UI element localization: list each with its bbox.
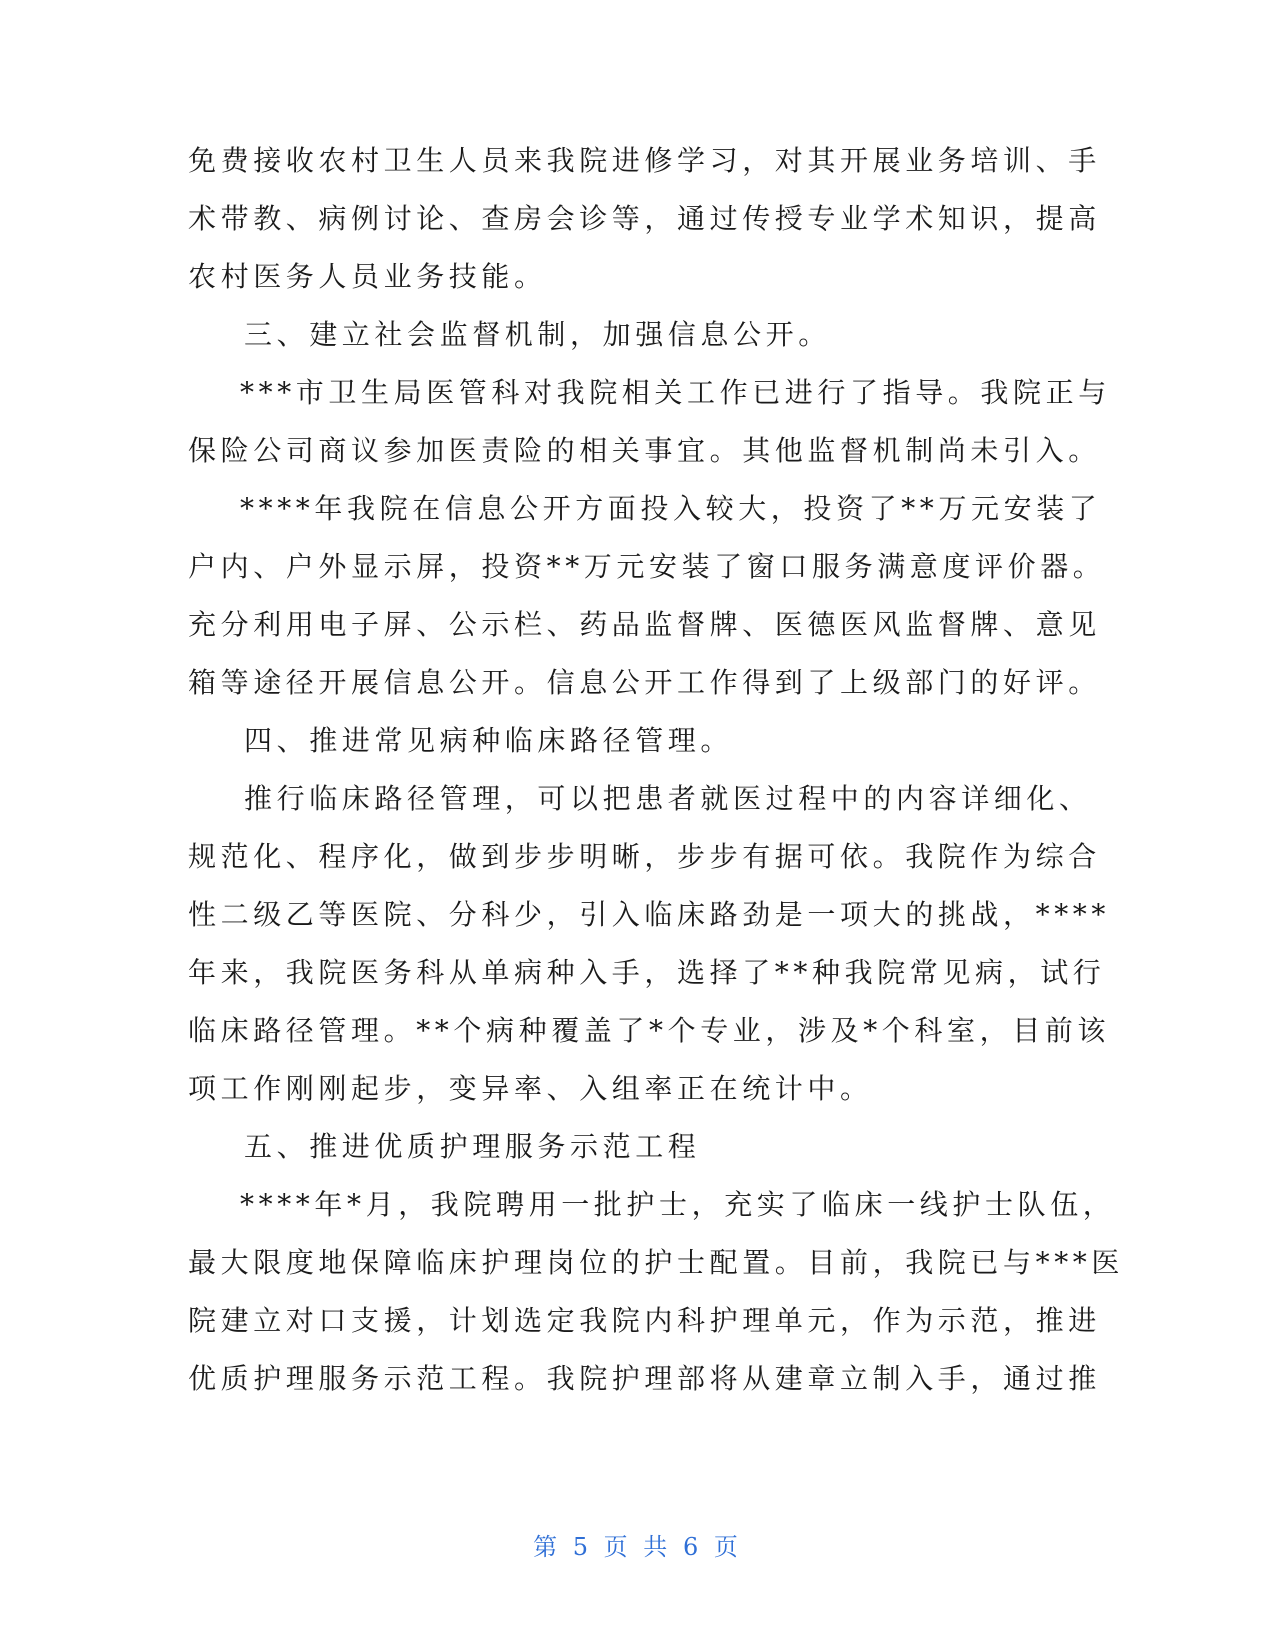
page-number-footer: 第 5 页 共 6 页: [533, 1533, 742, 1561]
section-heading-5: 五、推进优质护理服务示范工程: [244, 1130, 701, 1163]
body-line: 性二级乙等医院、分科少，引入临床路劲是一项大的挑战，****: [188, 898, 1111, 931]
body-line: 项工作刚刚起步，变异率、入组率正在统计中。: [188, 1072, 873, 1105]
body-line: 年来，我院医务科从单病种入手，选择了**种我院常见病，试行: [188, 956, 1106, 989]
body-line: 最大限度地保障临床护理岗位的护士配置。目前，我院已与***医: [188, 1246, 1125, 1279]
body-line: 院建立对口支援，计划选定我院内科护理单元，作为示范，推进: [188, 1304, 1101, 1337]
body-line: 充分利用电子屏、公示栏、药品监督牌、医德医风监督牌、意见: [188, 608, 1101, 641]
body-line: 箱等途径开展信息公开。信息公开工作得到了上级部门的好评。: [188, 666, 1101, 699]
body-line: 术带教、病例讨论、查房会诊等，通过传授专业学术知识，提高: [188, 202, 1101, 235]
body-line: 免费接收农村卫生人员来我院进修学习，对其开展业务培训、手: [188, 144, 1101, 177]
body-line: 临床路径管理。**个病种覆盖了*个专业，涉及*个科室，目前该: [188, 1014, 1111, 1047]
body-line: 规范化、程序化，做到步步明晰，步步有据可依。我院作为综合: [188, 840, 1101, 873]
body-line: ****年我院在信息公开方面投入较大，投资了**万元安装了: [240, 492, 1102, 525]
section-heading-3: 三、建立社会监督机制，加强信息公开。: [244, 318, 831, 351]
body-line: ***市卫生局医管科对我院相关工作已进行了指导。我院正与: [240, 376, 1111, 409]
body-line: 户内、户外显示屏，投资**万元安装了窗口服务满意度评价器。: [188, 550, 1106, 583]
body-line: 推行临床路径管理，可以把患者就医过程中的内容详细化、: [244, 782, 1092, 815]
body-line: 优质护理服务示范工程。我院护理部将从建章立制入手，通过推: [188, 1362, 1101, 1395]
section-heading-4: 四、推进常见病种临床路径管理。: [244, 724, 734, 757]
body-line: ****年*月，我院聘用一批护士，充实了临床一线护士队伍，: [240, 1188, 1116, 1221]
body-line: 保险公司商议参加医责险的相关事宜。其他监督机制尚未引入。: [188, 434, 1101, 467]
body-line: 农村医务人员业务技能。: [188, 260, 547, 293]
